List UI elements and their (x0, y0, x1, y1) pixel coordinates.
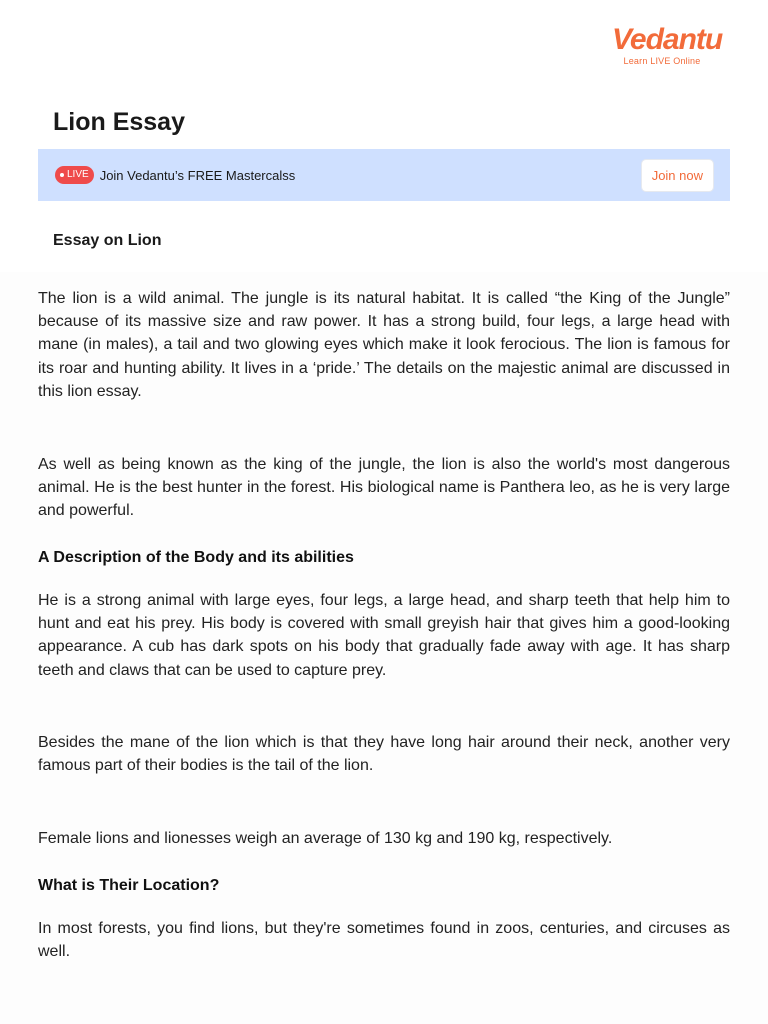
join-now-button[interactable]: Join now (641, 159, 714, 192)
live-dot-icon (60, 173, 64, 177)
heading-location: What is Their Location? (38, 877, 220, 894)
banner-text: Join Vedantu’s FREE Mastercalss (99, 167, 296, 183)
live-badge (55, 166, 94, 184)
essay-title: Essay on Lion (53, 232, 162, 249)
paragraph-location: In most forests, you find lions, but they're sometimes found in zoos, centuries, and circuses as well. (38, 920, 730, 961)
heading-description: A Description of the Body and its abilities (38, 549, 354, 566)
vedantu-logo[interactable] (612, 22, 723, 66)
paragraph-weight: Female lions and lionesses weigh an average of 130 kg and 190 kg, respectively. (38, 830, 613, 847)
paragraph-intro: The lion is a wild animal. The jungle is its natural habitat. It is called “the King of the Jungle” because of its massive size and raw power. It has a strong build, four legs, a large head with mane (in males), a tail and two glowing eyes which make it look ferocious. The lion is famous for its roar and hunting ability. It lives in a ‘pride.’ The details on the majestic animal are discussed in this lion essay. (38, 290, 730, 400)
paragraph-body: He is a strong animal with large eyes, four legs, a large head, and sharp teeth that help him to hunt and eat his prey. His body is covered with small greyish hair that gives him a good-looking appearance. A cub has dark spots on his body that gradually fade away with age. It has sharp teeth and claws that can be used to capture prey. (38, 592, 730, 679)
paragraph-mane: Besides the mane of the lion which is that they have long hair around their neck, another very famous part of their bodies is the tail of the lion. (38, 734, 730, 775)
logo-wordmark: Vedantu (612, 23, 723, 56)
page-title: Lion Essay (53, 108, 185, 136)
masterclass-banner[interactable] (38, 149, 730, 201)
paragraph-king: As well as being known as the king of the jungle, the lion is also the world's most dangerous animal. He is the best hunter in the forest. His biological name is Panthera leo, as he is very large and powerful. (38, 456, 730, 520)
logo-tagline: Learn LIVE Online (623, 56, 701, 66)
live-badge-label: LIVE (67, 169, 89, 180)
